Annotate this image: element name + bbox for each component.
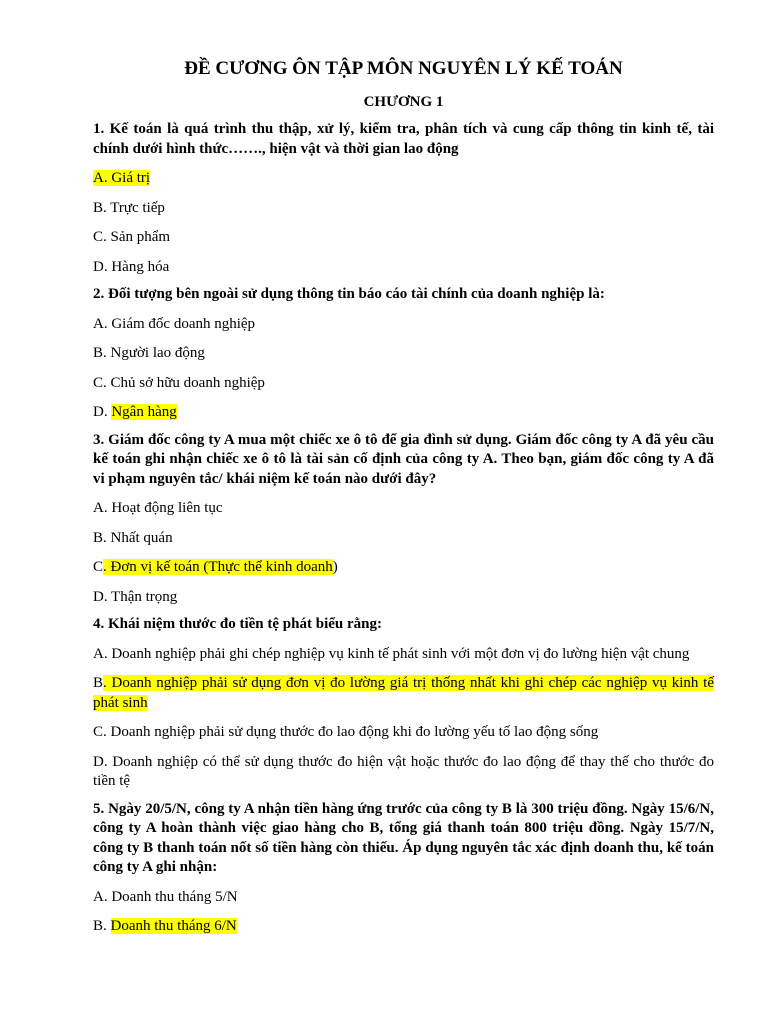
question-2-option-a: A. Giám đốc doanh nghiệp: [93, 315, 256, 332]
option-prefix: B: [93, 675, 104, 691]
question-4-option-c: C. Doanh nghiệp phải sử dụng thước đo lao động khi đo lường yếu tố lao động sống: [93, 724, 599, 740]
question-3-option-d: D. Thận trọng: [93, 588, 178, 605]
question-2-option-b: B. Người lao động: [93, 345, 205, 361]
question-1-option-d: D. Hàng hóa: [93, 258, 170, 275]
answer-highlight: Doanh thu tháng 6/N: [110, 918, 237, 934]
question-2-option-d: [93, 403, 714, 423]
option-prefix: B.: [93, 918, 111, 934]
question-4-option-a: A. Doanh nghiệp phải ghi chép nghiệp vụ kinh tế phát sinh với một đơn vị đo lường hiện vật chung: [93, 645, 690, 662]
option-suffix: ): [332, 559, 338, 575]
question-3-option-c: [93, 558, 714, 578]
question-1: 1. Kế toán là quá trình thu thập, xử lý, kiểm tra, phân tích và cung cấp thông tin kinh tế, tài chính dưới hình thức……., hiện vật và thời gian lao động: [93, 121, 714, 157]
question-5-option-b: [93, 917, 714, 937]
chapter-heading: CHƯƠNG 1: [363, 94, 444, 110]
option-prefix: D.: [93, 404, 112, 420]
question-4-option-d: D. Doanh nghiệp có thể sử dụng thước đo hiện vật hoặc thước đo lao động để thay thế cho thước đo tiền tệ: [93, 753, 714, 789]
document-title: ĐỀ CƯƠNG ÔN TẬP MÔN NGUYÊN LÝ KẾ TOÁN: [184, 58, 623, 79]
question-4: 4. Khái niệm thước đo tiền tệ phát biểu rằng:: [93, 616, 382, 632]
question-1-option-c: C. Sản phẩm: [93, 229, 171, 245]
answer-highlight: . Đơn vị kế toán (Thực thể kinh doanh: [103, 559, 333, 575]
question-2: 2. Đối tượng bên ngoài sử dụng thông tin báo cáo tài chính của doanh nghiệp là:: [93, 286, 605, 302]
question-2-option-c: C. Chủ sở hữu doanh nghiệp: [93, 374, 265, 391]
answer-highlight: . Doanh nghiệp phải sử dụng đơn vị đo lường giá trị thống nhất khi ghi chép các nghiệp vụ kinh tế phát sinh: [93, 675, 714, 711]
question-1-option-a: [93, 169, 714, 189]
answer-highlight: Ngân hàng: [111, 404, 177, 420]
question-1-option-b: B. Trực tiếp: [93, 199, 165, 216]
question-5: 5. Ngày 20/5/N, công ty A nhận tiền hàng ứng trước của công ty B là 300 triệu đồng. Ngày 15/6/N, công ty A hoàn thành việc giao hàng cho B, tổng giá thanh toán 800 triệu đồng. Ngày 15/7/N, công ty B thanh toán nốt số tiền hàng còn thiếu. Áp dụng nguyên tắc xác định doanh thu, kế toán công ty A ghi nhận:: [93, 800, 714, 875]
option-prefix: C: [93, 559, 104, 575]
question-4-option-b: [93, 674, 714, 713]
question-3-option-a: A. Hoạt động liên tục: [93, 500, 223, 516]
question-3: 3. Giám đốc công ty A mua một chiếc xe ô tô để gia đình sử dụng. Giám đốc công ty A đã yêu cầu kế toán ghi nhận chiếc xe ô tô là tài sản cố định của công ty A. Theo bạn, giám đốc công ty A đã vi phạm nguyên tắc/ khái niệm kế toán nào dưới đây?: [93, 431, 714, 487]
question-3-option-b: B. Nhất quán: [93, 529, 173, 546]
answer-highlight: A. Giá trị: [93, 170, 151, 186]
question-5-option-a: A. Doanh thu tháng 5/N: [93, 888, 238, 905]
